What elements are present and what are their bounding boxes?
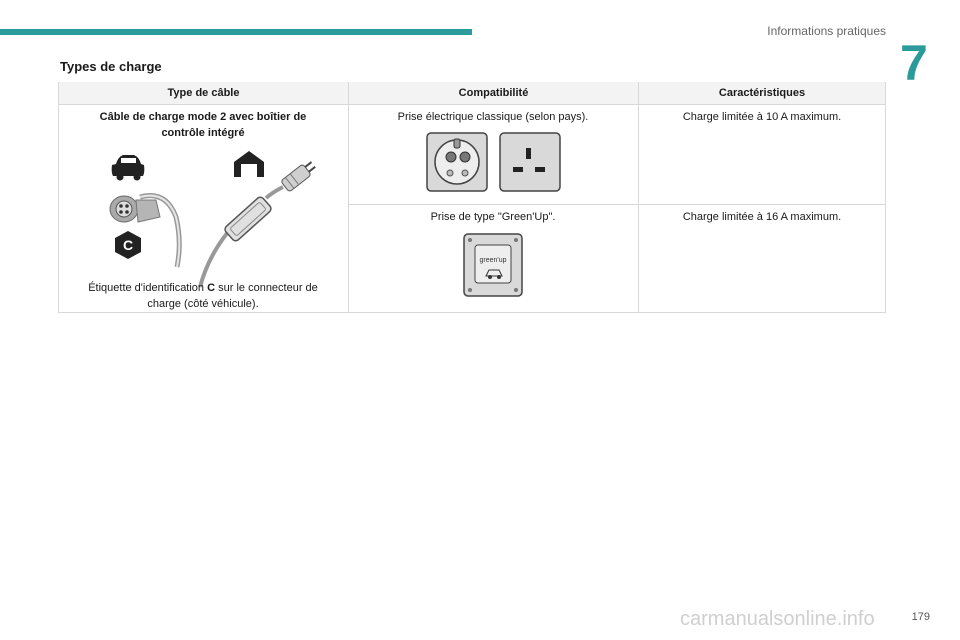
french-socket-icon <box>427 133 487 191</box>
compat-greenup: Prise de type "Green'Up". <box>430 211 556 223</box>
house-icon <box>234 151 264 177</box>
column-header-char: Caractéristiques <box>639 82 885 104</box>
watermark: carmanualsonline.info <box>680 608 875 630</box>
classic-sockets-illustration <box>425 130 565 195</box>
ident-letter: C <box>207 282 216 294</box>
column-header-compat: Compatibilité <box>349 82 638 104</box>
header-title: Informations pratiques <box>767 24 886 38</box>
identification-note: Étiquette d'identification C sur le connecteur de charge (côté véhicule). <box>88 282 318 310</box>
greenup-socket-label: green'up <box>479 257 507 264</box>
label-c-letter: C <box>122 237 134 253</box>
compat-classic: Prise électrique classique (selon pays). <box>397 111 589 123</box>
control-box-icon <box>200 187 283 287</box>
mains-plug-icon <box>281 159 318 192</box>
greenup-socket-illustration <box>462 232 526 300</box>
char-greenup: Charge limitée à 16 A maximum. <box>682 211 842 223</box>
car-icon <box>112 155 145 181</box>
cable-illustration <box>58 82 348 313</box>
chapter-color-bar <box>0 29 472 35</box>
uk-socket-icon <box>500 133 560 191</box>
cable-title: Câble de charge mode 2 avec boîtier de contrôle intégré <box>99 111 307 139</box>
charge-types-table <box>58 82 886 313</box>
chapter-number: 7 <box>900 35 928 91</box>
char-classic: Charge limitée à 10 A maximum. <box>682 111 842 123</box>
greenup-socket-icon <box>464 234 522 296</box>
section-title: Types de charge <box>60 59 162 74</box>
page-number: 179 <box>911 611 930 623</box>
column-header-cable: Type de câble <box>59 82 348 104</box>
vehicle-connector-icon <box>110 196 179 267</box>
